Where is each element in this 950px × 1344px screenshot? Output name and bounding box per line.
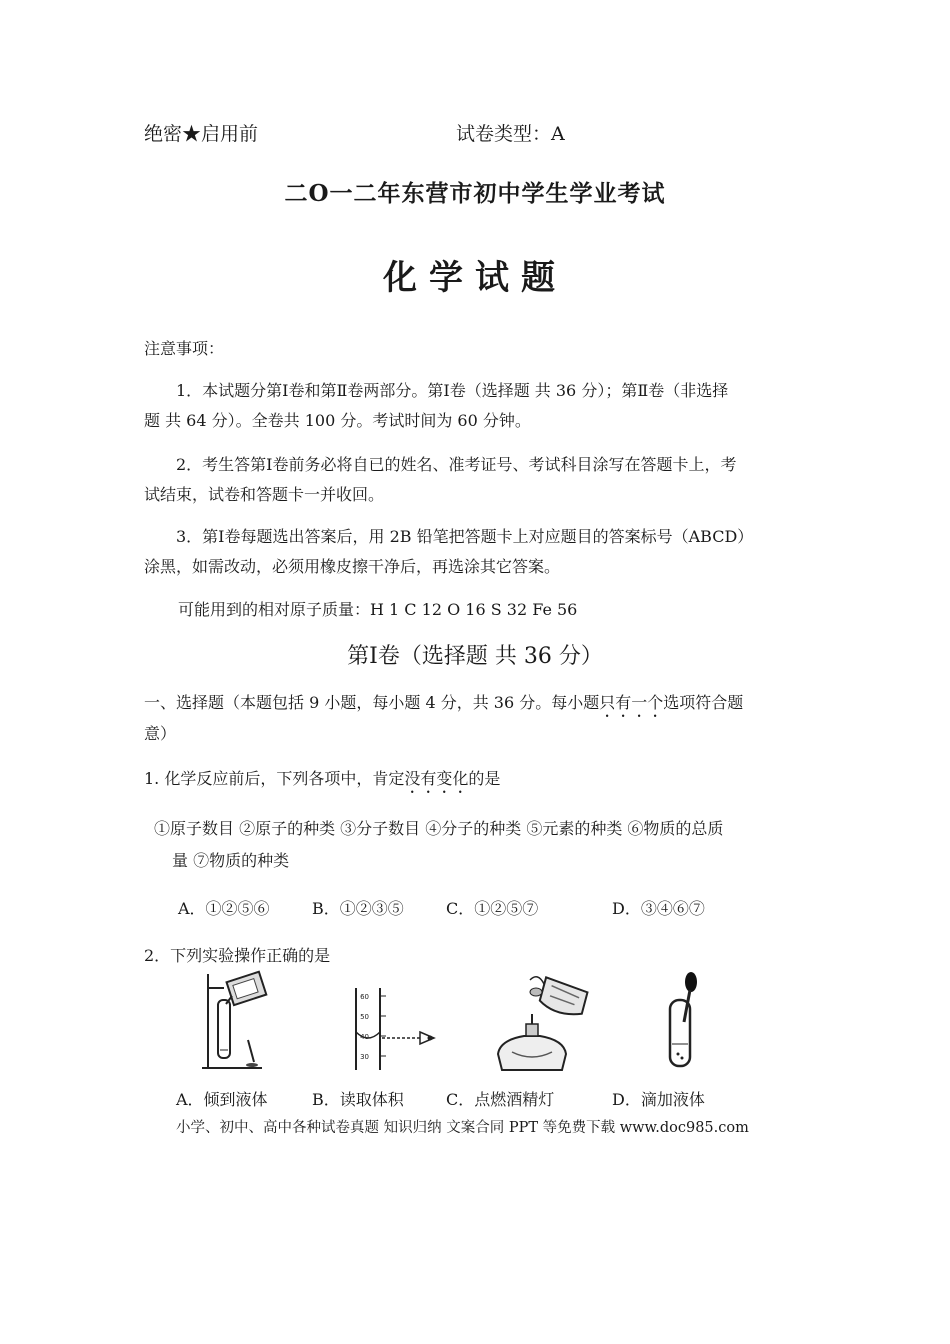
notes-item3-line2: 涂黑，如需改动，必须用橡皮擦干净后，再选涂其它答案。 xyxy=(144,557,561,576)
q2-option-c: C．点燃酒精灯 xyxy=(446,1090,555,1109)
footer-text: 小学、初中、高中各种试卷真题 知识归纳 文案合同 PPT 等免费下载 www.doc985.com xyxy=(176,1120,749,1136)
pouring-liquid-illustration xyxy=(202,970,312,1072)
atomic-mass-line: 可能用到的相对原子质量：H 1 C 12 O 16 S 32 Fe 56 xyxy=(178,600,578,619)
section1-emphasis: 只有一个 xyxy=(599,693,664,712)
q2-option-a: A．倾到液体 xyxy=(176,1090,268,1109)
q1-option-a: A．①②⑤⑥ xyxy=(178,899,270,918)
section1-text-a: 一、选择题（本题包括 9 小题，每小题 4 分，共 36 分。每小题 xyxy=(144,693,600,712)
tick-60: 60 xyxy=(360,993,369,1001)
lighting-lamp-illustration xyxy=(490,970,600,1072)
q1-option-c: C．①②⑤⑦ xyxy=(446,899,539,918)
notes-heading: 注意事项： xyxy=(144,339,225,358)
q1-stem xyxy=(144,766,500,797)
notes-item2-line2: 试结束，试卷和答题卡一并收回。 xyxy=(144,485,385,504)
q1-items-line2: 量 ⑦物质的种类 xyxy=(172,851,290,870)
q1-option-b: B．①②③⑤ xyxy=(312,899,404,918)
notes-item1-line1: 1．本试题分第Ⅰ卷和第Ⅱ卷两部分。第Ⅰ卷（选择题 共 36 分）；第Ⅱ卷（非选择 xyxy=(176,381,729,400)
paper-type-label: 试卷类型：A xyxy=(456,123,565,145)
part1-title: 第Ⅰ卷（选择题 共 36 分） xyxy=(347,644,603,669)
q2-option-b: B．读取体积 xyxy=(312,1090,404,1109)
notes-item2-line1: 2．考生答第Ⅰ卷前务必将自已的姓名、准考证号、考试科目涂写在答题卡上，考 xyxy=(176,455,737,474)
notes-item1-line2: 题 共 64 分）。全卷共 100 分。考试时间为 60 分钟。 xyxy=(144,411,531,430)
q1-items-line1: ①原子数目 ②原子的种类 ③分子数目 ④分子的种类 ⑤元素的种类 ⑥物质的总质 xyxy=(154,819,724,838)
reading-volume-illustration xyxy=(342,970,452,1072)
q2-stem: 2．下列实验操作正确的是 xyxy=(144,946,331,965)
tick-40: 40 xyxy=(360,1033,369,1041)
q1-stem-a: 1. 化学反应前后，下列各项中，肯定 xyxy=(144,769,405,788)
section1-line2: 意） xyxy=(144,724,177,743)
section1-text-b: 选项符合题 xyxy=(663,693,744,712)
subject-title: 化学试题 xyxy=(383,258,567,298)
section1-line1 xyxy=(144,690,743,721)
q1-stem-emphasis: 没有变化 xyxy=(404,769,469,788)
tick-50: 50 xyxy=(360,1013,369,1021)
tick-30: 30 xyxy=(360,1053,369,1061)
q1-option-d: D．③④⑥⑦ xyxy=(612,899,705,918)
q1-stem-b: 的是 xyxy=(468,769,501,788)
q2-option-d: D．滴加液体 xyxy=(612,1090,705,1109)
q2-figure xyxy=(202,970,704,1072)
exam-title: 二O一二年东营市初中学生学业考试 xyxy=(284,180,666,207)
dropper-illustration xyxy=(642,970,704,1072)
secret-label: 绝密★启用前 xyxy=(144,123,259,145)
notes-item3-line1: 3．第Ⅰ卷每题选出答案后，用 2B 铅笔把答题卡上对应题目的答案标号（ABCD） xyxy=(176,527,754,546)
